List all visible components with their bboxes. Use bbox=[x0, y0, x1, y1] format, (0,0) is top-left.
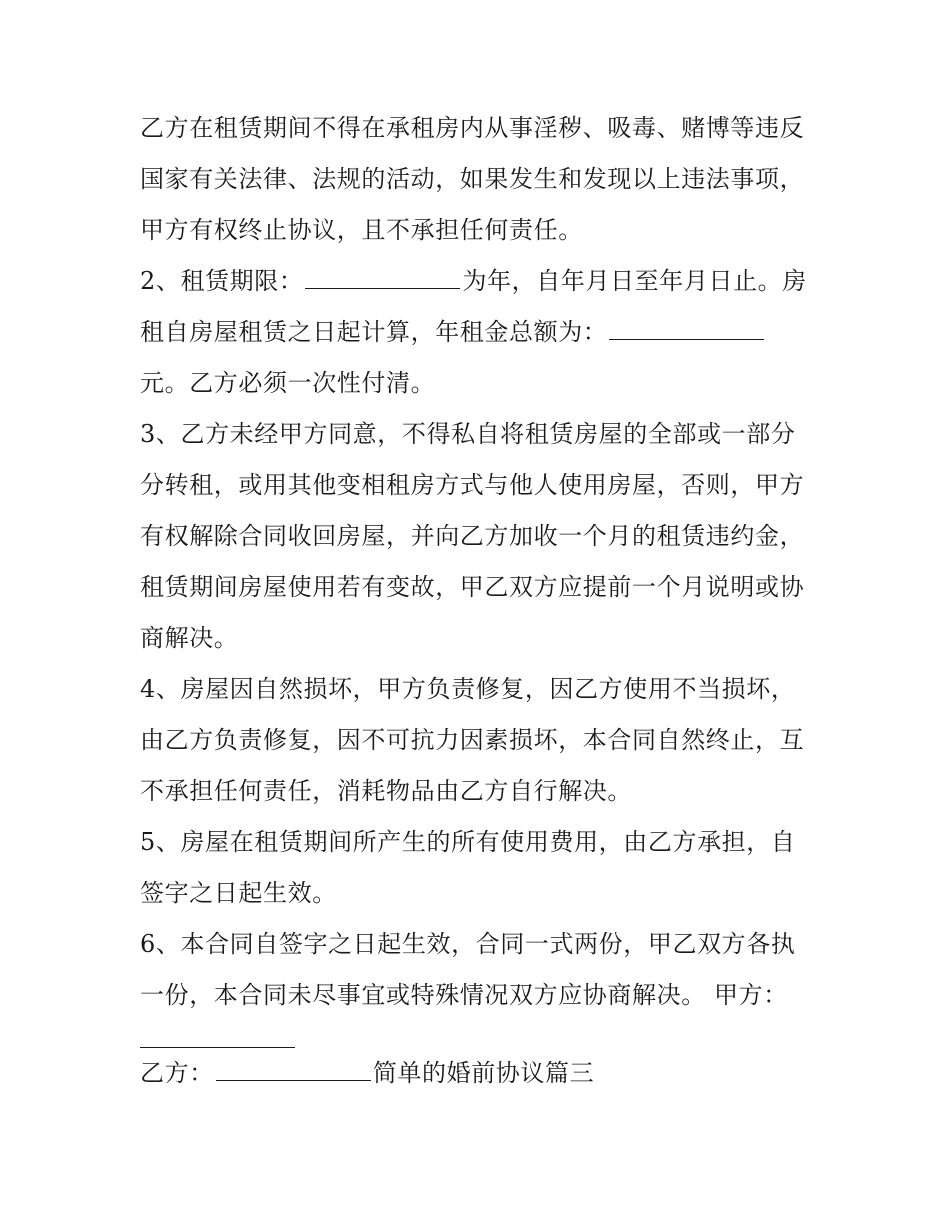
paragraph-effective bbox=[140, 919, 820, 1048]
paragraph-lease-term bbox=[140, 256, 820, 409]
party-b-label: 乙方： bbox=[140, 1059, 214, 1087]
paragraph-party-b bbox=[140, 1048, 820, 1099]
party-a-signature-blank bbox=[140, 1021, 295, 1048]
lease-term-label: 2、租赁期限： bbox=[140, 267, 304, 295]
document-page bbox=[140, 103, 820, 1099]
payment-text: 元。乙方必须一次性付清。 bbox=[140, 369, 436, 397]
party-b-signature-blank bbox=[216, 1058, 371, 1081]
paragraph-prohibited-activities: 乙方在租赁期间不得在承租房内从事淫秽、吸毒、赌博等违反国家有关法律、法规的活动，如果发生和发现以上违法事项，甲方有权终止协议，且不承担任何责任。 bbox=[140, 114, 805, 244]
paragraph-usage-fees: 5、房屋在租赁期间所产生的所有使用费用，由乙方承担，自签字之日起生效。 bbox=[140, 828, 796, 907]
effective-text: 6、本合同自签字之日起生效，合同一式两份，甲乙双方各执一份，本合同未尽事宜或特殊情况双方应协商解决。 甲方： bbox=[140, 930, 796, 1009]
lease-term-blank bbox=[305, 266, 460, 289]
paragraph-sublease: 3、乙方未经甲方同意，不得私自将租赁房屋的全部或一部分分转租，或用其他变相租房方式与他人使用房屋，否则，甲方有权解除合同收回房屋，并向乙方加收一个月的租赁违约金，租赁期间房屋使用若有变故，甲乙双方应提前一个月说明或协商解决。 bbox=[140, 420, 805, 652]
annual-rent-blank bbox=[609, 317, 764, 340]
lease-term-text: 为年，自年月日至年月日止。房租自房屋租赁之日起计算，年租金总额为： bbox=[140, 267, 807, 346]
paragraph-damage: 4、房屋因自然损坏，甲方负责修复，因乙方使用不当损坏，由乙方负责修复，因不可抗力因素损坏，本合同自然终止，互不承担任何责任，消耗物品由乙方自行解决。 bbox=[140, 675, 805, 805]
section-title: 简单的婚前协议篇三 bbox=[372, 1059, 595, 1087]
